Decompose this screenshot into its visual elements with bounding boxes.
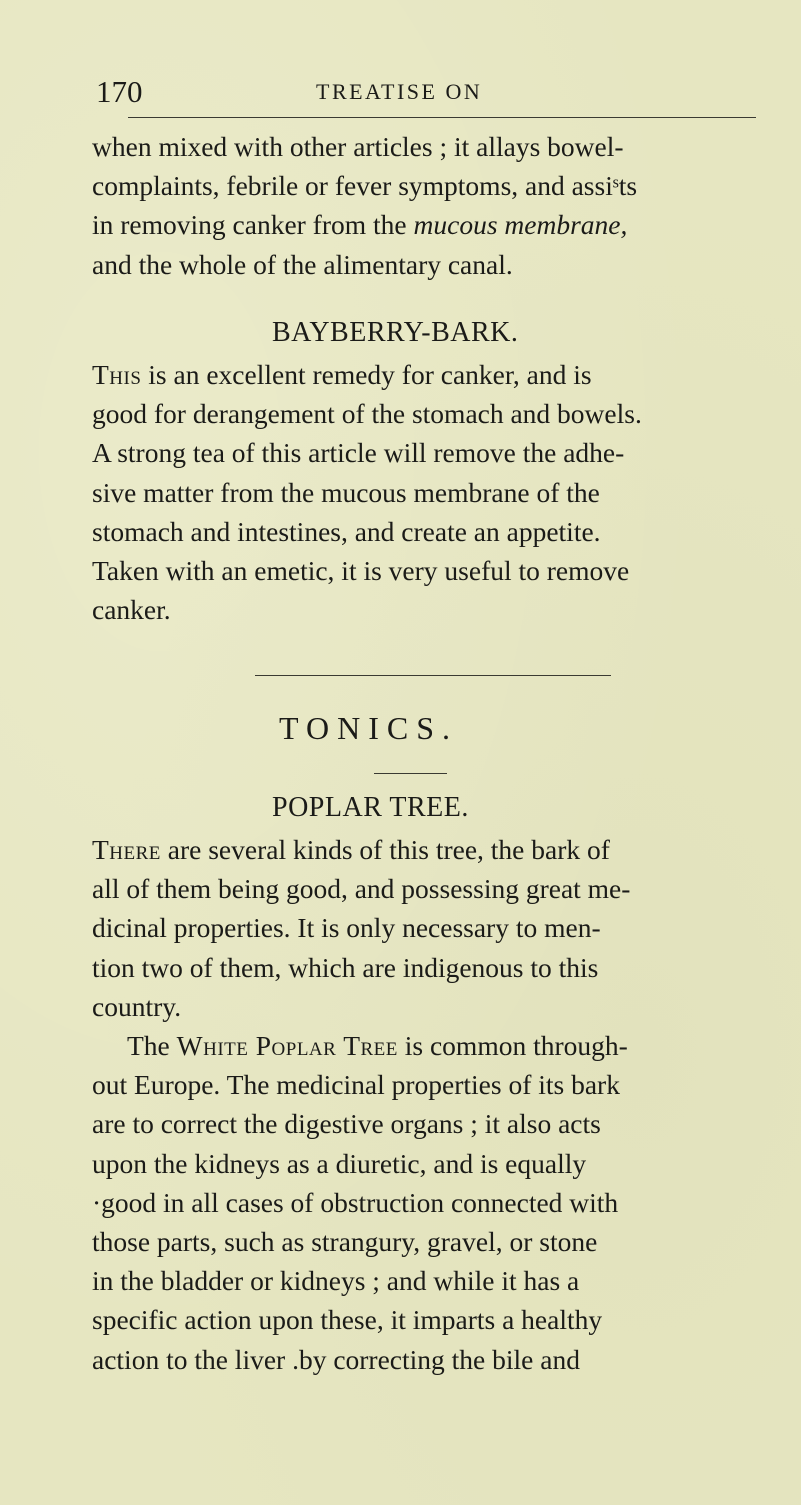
text-line: when mixed with other articles ; it allays bowel- [92,131,624,162]
text-line: tion two of them, which are indigenous to this [92,951,599,983]
text-line: upon the kidneys as a diuretic, and is equally [92,1147,587,1179]
text-line: out Europe. The medicinal properties of its bark [92,1069,620,1101]
small-caps-term: White Poplar Tree [176,1030,398,1062]
text-line [92,830,768,869]
poplar-paragraphs [92,830,768,1379]
text-line: stomach and intestines, and create an appetite. [92,515,601,547]
text-line [92,1026,768,1065]
continuation-paragraph [92,127,768,284]
text-line [92,355,768,394]
text-line: ·good in all cases of obstruction connected with [92,1186,619,1218]
text-line: dicinal properties. It is only necessary to men- [92,912,601,944]
text-span: is an excellent remedy for canker, and is [141,359,592,390]
section-divider-rule [255,675,611,676]
chapter-heading-tonics: TONICS. [279,710,458,746]
section-heading-bayberry: BAYBERRY-BARK. [272,317,519,348]
text-line: sive matter from the mucous membrane of the [92,476,600,508]
small-caps-lead: This [92,359,142,390]
text-line: those parts, such as strangury, gravel, or stone [92,1226,598,1258]
running-title: TREATISE ON [316,79,483,104]
text-span: in removing canker from the [92,209,414,241]
header-rule [128,117,756,118]
text-line: action to the liver .by correcting the bile and [92,1343,580,1375]
italic-term: mucous membrane, [413,209,628,241]
text-span: is common through- [397,1030,628,1062]
text-line: in the bladder or kidneys ; and while it has a [92,1265,580,1297]
small-caps-lead: There [92,834,161,865]
section-heading-poplar: POPLAR TREE. [272,792,469,823]
text-line: are to correct the digestive organs ; it also acts [92,1108,601,1140]
text-line: canker. [92,594,171,626]
text-line: good for derangement of the stomach and bowels. [92,398,642,430]
text-line: A strong tea of this article will remove the adhe- [92,437,625,469]
text-line: all of them being good, and possessing great me- [92,873,631,905]
text-line: complaints, febrile or fever symptoms, and assiˢts [92,170,638,202]
text-line: and the whole of the alimentary canal. [92,248,513,280]
running-head [96,72,758,112]
text-line [92,205,768,244]
text-line: country. [92,990,182,1022]
heading-short-rule [374,773,447,774]
text-line: specific action upon these, it imparts a healthy [92,1304,603,1336]
text-span: The [127,1030,177,1062]
text-line: Taken with an emetic, it is very useful to remove [92,555,630,587]
text-span: are several kinds of this tree, the bark of [160,834,610,865]
bayberry-paragraph [92,355,768,629]
page-number: 170 [96,74,143,109]
